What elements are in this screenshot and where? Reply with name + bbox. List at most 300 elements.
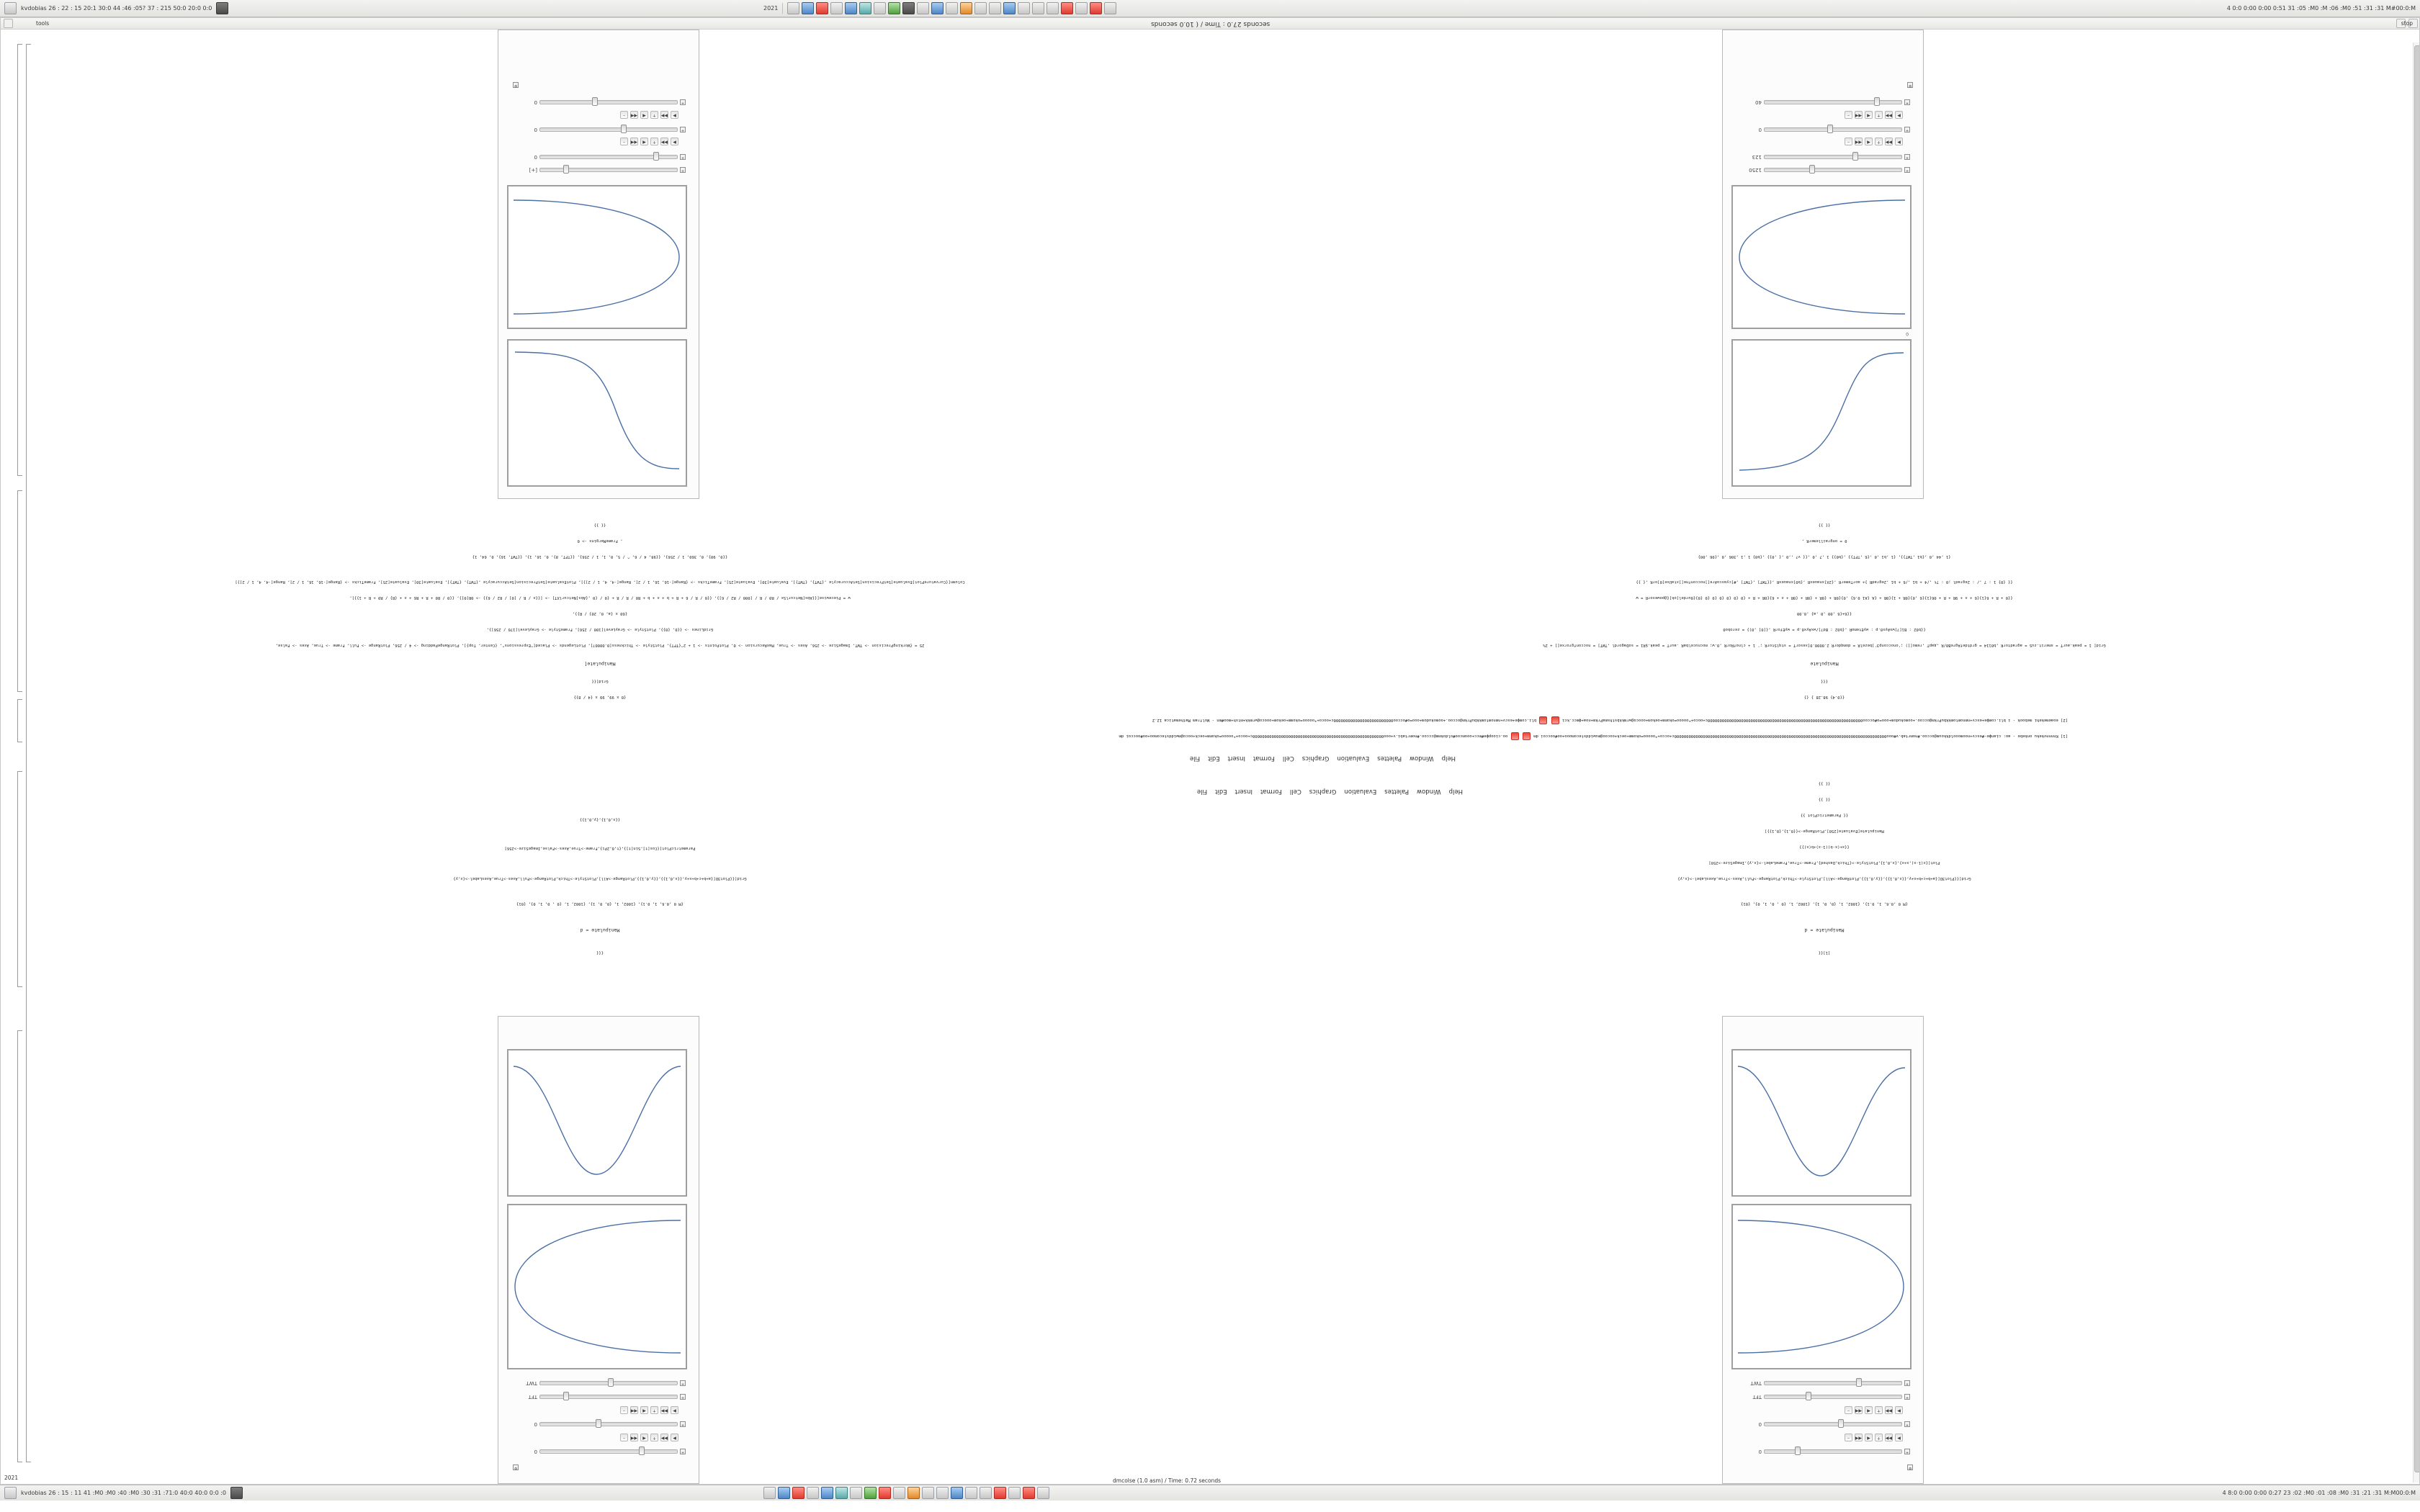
slider-thumb[interactable] — [1809, 165, 1815, 174]
open-close-icon[interactable]: + — [1905, 156, 1909, 160]
tr-line-3: Grid[{{Plot3D[{a+b+c+b+x+y,{{x,0,1}},{{y,0,1}},PlotRange->All],PlotStyle->Thick,PlotRange->Full,Axes->True,AxesLabel->{x,y} — [453, 876, 747, 881]
disk-icon[interactable] — [216, 2, 228, 14]
video-icon[interactable] — [936, 1487, 949, 1499]
window-titlebar[interactable] — [1, 18, 2420, 30]
manipulate-row-3[interactable] — [1737, 1394, 1910, 1400]
paint-icon[interactable] — [965, 1487, 977, 1499]
manipulate-slider-4[interactable] — [539, 1381, 678, 1385]
error-badge-icon[interactable] — [1551, 716, 1559, 724]
files-icon[interactable] — [802, 2, 814, 14]
paint-icon[interactable] — [1018, 2, 1030, 14]
pause-button[interactable]: – — [1845, 1406, 1852, 1414]
plot-dome-top-left[interactable] — [1731, 185, 1912, 329]
br-line-9: , FrameMargins -> 0 — [577, 539, 623, 543]
notes-icon[interactable] — [946, 2, 958, 14]
manipulate-slider-2[interactable] — [539, 1422, 678, 1426]
step-back-button[interactable]: ◀◀ — [630, 1406, 638, 1414]
bottom-panel-right-group — [2223, 1490, 2416, 1496]
bottom-panel-left-text: kvdobias 26 : 15 : 11 41 :M0 :M0 :40 :M0 :30 :31 :71:0 40:0 40:0 0:0 :0 — [21, 1490, 226, 1496]
plus-button[interactable]: + — [650, 111, 658, 119]
slider-thumb[interactable] — [639, 1446, 645, 1455]
manipulate-slider-2[interactable] — [1764, 1422, 1902, 1426]
plot-dome-svg — [508, 186, 686, 328]
manipulate-row-1[interactable] — [1737, 167, 1910, 173]
plot-sigmoid-top-left[interactable] — [1731, 339, 1912, 487]
output-graphics-top-left[interactable] — [1722, 30, 1924, 499]
manipulate-row-2[interactable] — [513, 1421, 686, 1427]
open-close-icon[interactable]: + — [1905, 1382, 1909, 1386]
bl-line-9: 0 = ongraillemerR , — [1801, 539, 1847, 543]
top-panel-tray[interactable] — [763, 2, 1116, 14]
menu2-help[interactable]: Help — [1448, 788, 1463, 795]
manipulate-value-1: 1250 — [1749, 167, 1762, 173]
manipulate-button-row-1[interactable] — [620, 1434, 678, 1441]
manipulate-value-1: 0 — [1758, 1449, 1762, 1454]
manipulate-value-4: TWT — [1750, 1380, 1762, 1386]
play-button[interactable]: ▶▶ — [660, 111, 668, 119]
disk2-icon[interactable] — [1075, 2, 1088, 14]
plot-dome-top-right[interactable] — [507, 185, 687, 329]
error-badge-icon[interactable] — [1511, 732, 1519, 740]
tr-line-2: {M 0 ,0.6, 1, 0.1}, {1002, 1, {0, 0, 1}, {1002, 1, {0 , 0, 1, 0}, {01} — [516, 901, 684, 906]
menu2-evaluation[interactable]: Evaluation — [1344, 788, 1377, 795]
minus-button[interactable]: ◀ — [1865, 1434, 1873, 1441]
error-message-row-1[interactable] — [1119, 732, 2068, 740]
app-red-icon[interactable] — [879, 1487, 891, 1499]
error-text-2-left: [2] eoaemekehi mebook - i bli.comфe+excv+nmnomtomkkbuPrkm@occoo.+oomokudom+ooo=o#occoo00000000000000000000000000000000000000000000000000000000000000000c+ooco+*ooooo=okomm+oekom+oooco@wrmkkbsthsmaPrkm+noa+фmcc.kci — [1562, 718, 2068, 722]
step-forward-button[interactable]: ▶ — [1895, 138, 1903, 145]
step-back-button[interactable]: ◀◀ — [630, 138, 638, 145]
top-panel-left-text: kvdobias 26 : 22 : 15 20:1 30:0 44 :46 :05? 37 : 215 50:0 20:0 0:0 — [21, 5, 212, 12]
trash-icon[interactable] — [1037, 1487, 1049, 1499]
error-badge-icon[interactable] — [1539, 716, 1547, 724]
manipulate-button-row-2[interactable] — [1845, 111, 1903, 119]
music-icon[interactable] — [908, 1487, 920, 1499]
slider-thumb[interactable] — [1838, 1419, 1844, 1428]
step-forward-button[interactable]: ▶ — [671, 111, 678, 119]
tr-line-1: Manipulate = d — [580, 927, 620, 933]
menu-palettes[interactable]: Palettes — [1377, 755, 1402, 762]
desktop-bottom-panel[interactable] — [0, 1485, 2420, 1500]
plot-dome-bottom-left[interactable] — [1731, 1204, 1912, 1369]
manipulate-settings-row[interactable] — [1907, 82, 1913, 88]
manipulate-row-2[interactable] — [1737, 154, 1910, 160]
minus-button[interactable]: ◀ — [640, 111, 648, 119]
tr-line-5: {{x,0,1},{y,0,1}} — [579, 817, 621, 822]
trash-icon[interactable] — [1104, 2, 1116, 14]
notes-icon[interactable] — [922, 1487, 934, 1499]
vertical-scrollbar[interactable] — [2413, 42, 2420, 1482]
step-forward-button[interactable]: ▶ — [671, 138, 678, 145]
bl-line-8: {1 ,44 ,0 ,{b1 ,TWT}}, {1 ,b1 ,0 ,{6 ,TFT}} ,{b0}} 1 ,7 ,0 ,{{ v? ,,0 ,{ ,0}} ,{b0} 1 ,1 ,306 ,0 ,{06 ,00} — [1698, 554, 1951, 559]
browser-icon[interactable] — [821, 1487, 833, 1499]
manipulate-button-row-1[interactable] — [620, 138, 678, 145]
manipulate-slider-1[interactable] — [1764, 168, 1902, 172]
chart-icon[interactable] — [1032, 2, 1044, 14]
open-close-icon[interactable]: + — [1905, 168, 1909, 173]
photo-icon[interactable] — [835, 1487, 848, 1499]
menu-cell[interactable]: Cell — [1282, 755, 1294, 762]
step-forward-button[interactable]: ▶ — [671, 1406, 678, 1414]
play-button[interactable]: ▶▶ — [1885, 111, 1893, 119]
slider-thumb[interactable] — [1795, 1446, 1801, 1455]
mathematica-window[interactable] — [0, 17, 2420, 1485]
top-panel-right-text: 4 0:0 0:00 0:00 0:51 31 :05 :M0 :M :06 :M0 :51 :31 :31 M#00:0:M — [2226, 5, 2416, 12]
slider-thumb[interactable] — [1852, 152, 1858, 161]
input-cell-bottom-left[interactable] — [1722, 1016, 1924, 1484]
bl-line-6: {{0 + R + 6{1}{6 + x + 9R + R + 06{1}{6 ,0}{0R + 1}{0R + {A {A1 0.6} ,0}{0R + {0R + {0R + {0R + x + 6}{0R + R + {0 {0 {0 {0 {0 {0 {0}{0urdel[ok]{@powesorR = w — [1636, 595, 2013, 600]
scrollbar-thumb[interactable] — [2414, 45, 2420, 1472]
plot-sigmoid-top-right[interactable] — [507, 339, 687, 487]
pause-button[interactable]: – — [620, 1434, 628, 1441]
open-close-icon[interactable]: + — [681, 1395, 685, 1400]
bl-line-4: {{b02 : B1[?]wxAyx0.p : wyEtemoR ,{b02 : Bd?]/wxAyx0.p = wyEforR ,{[0] ,0)} = zerobo0 — [1723, 627, 1926, 631]
slider-thumb[interactable] — [608, 1378, 614, 1387]
manipulate-button-row-2[interactable] — [1845, 1406, 1903, 1414]
output-graphics-top-right[interactable] — [498, 30, 699, 499]
disk-icon[interactable] — [230, 1487, 243, 1499]
tl-line-9: {{ }} — [1818, 781, 1831, 786]
manipulate-slider-1[interactable] — [539, 168, 678, 172]
calc-icon[interactable] — [888, 2, 900, 14]
manipulate-value-3: TFT — [1752, 1394, 1762, 1400]
manipulate-slider-3[interactable] — [1764, 1395, 1902, 1399]
manipulate-settings-row[interactable] — [1907, 1464, 1913, 1470]
menu2-format[interactable]: Format — [1260, 788, 1282, 795]
play-button[interactable]: ▶▶ — [660, 138, 668, 145]
play-button[interactable]: ▶▶ — [1885, 1406, 1893, 1414]
menu2-file[interactable]: File — [1196, 788, 1208, 795]
manipulate-row-4[interactable] — [1737, 99, 1910, 105]
terminal-icon[interactable] — [807, 1487, 819, 1499]
error-text-2-right: bli.comфe+excv+nmnomtomkkbuPrkm@occoo.+oomokudom+ooo=o#occoo0000000000000000000000000c+ooco+*ooooo=okomm+oekom+oooco@wrmkk+mtsh+moo#mn - Wolfram Mathematica 12.2 — [1152, 718, 1537, 722]
open-close-icon[interactable]: + — [681, 168, 685, 173]
mail-icon[interactable] — [874, 2, 886, 14]
input-cell-bottom-right[interactable] — [498, 1016, 699, 1484]
top-right-corner-label: stop — [2401, 20, 2413, 27]
bl-line-1: {{{ — [1821, 679, 1828, 683]
step-back-button[interactable]: ◀◀ — [630, 1434, 638, 1441]
menu-graphics[interactable]: Graphics — [1301, 755, 1330, 762]
step-back-button[interactable]: ◀◀ — [1855, 1434, 1863, 1441]
clock-icon[interactable] — [1047, 2, 1059, 14]
slider-thumb[interactable] — [1827, 125, 1833, 133]
manipulate-value-3: 0 — [534, 127, 537, 132]
browser-icon[interactable] — [845, 2, 857, 14]
manipulate-row-4[interactable] — [513, 1380, 686, 1386]
tray-label: 2021 — [763, 5, 779, 12]
cell-bracket[interactable] — [17, 490, 22, 692]
br-line-4: GridLines -> {{0, {0}}, PlotStyle -> GrayLevel[100 / 256], FrameStyle -> GrayLevel[170 / 256]}, — [486, 627, 714, 631]
bottom-panel-tray[interactable] — [763, 1487, 1049, 1499]
folder-icon[interactable] — [763, 1487, 776, 1499]
manipulate-value-3: TFT — [528, 1394, 537, 1400]
slider-thumb[interactable] — [1856, 1378, 1862, 1387]
manipulate-value-2: 0 — [534, 1421, 537, 1427]
plus-button[interactable]: + — [1875, 138, 1883, 145]
br-line-6: w = Piecewise[{{Abs[NetcurlSx / R0 / R / [000 / R2 / 6]}, {{0 / R / 6 + R + b + x + b + R0 / R / R + {0 / {0 ,{Abs[NetcurlXT] -> [{{x / R / [0] / R2 / 6}} -> 0R[0]}, {{0 / R0 + R + R6 + x + {R} / R0 + R + 1}}], — [349, 595, 851, 600]
manipulate-value-4: 40 — [1755, 99, 1762, 105]
cell-bracket[interactable] — [17, 699, 22, 742]
gear-icon[interactable]: ⚙ — [514, 1466, 518, 1470]
menu2-palettes[interactable]: Palettes — [1384, 788, 1410, 795]
bottom-left-corner-label: 2021 — [4, 1475, 19, 1481]
step-forward-button[interactable]: ▶ — [1895, 1434, 1903, 1441]
open-close-icon[interactable]: + — [1905, 101, 1909, 105]
shield-icon[interactable] — [994, 1487, 1006, 1499]
menu-help[interactable]: Help — [1441, 755, 1456, 762]
menu-edit[interactable]: Edit — [1208, 755, 1220, 762]
menu2-window[interactable]: Window — [1417, 788, 1441, 795]
menu2-insert[interactable]: Insert — [1234, 788, 1252, 795]
open-close-icon[interactable]: + — [1905, 1423, 1909, 1427]
app2-red-icon[interactable] — [1090, 2, 1102, 14]
clock-icon[interactable] — [1008, 1487, 1021, 1499]
manipulate-value-2: 0 — [1758, 1421, 1762, 1427]
menu2-cell[interactable]: Cell — [1289, 788, 1301, 795]
chart-icon[interactable] — [980, 1487, 992, 1499]
open-close-icon[interactable]: + — [681, 156, 685, 160]
open-close-icon[interactable]: + — [681, 128, 685, 132]
br-line-1: Grid[{{ — [591, 679, 609, 683]
tl-line-4: Plot[{x(1-x),x+x},{x,0,1},PlotStyle->{Thick,Dashed},Frame->True,FrameLabel->{x,y},ImageSize->250] — [1708, 860, 1940, 865]
play-button[interactable]: ▶▶ — [660, 1434, 668, 1441]
plus-button[interactable]: + — [650, 1406, 658, 1414]
terminal-icon[interactable] — [830, 2, 843, 14]
plot-dome-bottom-right[interactable] — [507, 1204, 687, 1369]
plus-button[interactable]: + — [1875, 111, 1883, 119]
cell-bracket[interactable] — [17, 1030, 22, 1462]
manipulate-value-4: 0 — [534, 99, 537, 105]
bottom-panel-right-text: 4 8:0 0:00 0:00 0:27 23 :02 :M0 :01 :08 :M0 :31 :21 :31 M:M00:0:M — [2222, 1490, 2416, 1496]
video-icon[interactable] — [974, 2, 987, 14]
grid-icon[interactable] — [4, 2, 17, 14]
error-text-1-right: oo.cioopфe#mcc+ooomcoo#oldokmm@cccoo.#nomrtabi.v+ooo0000000000000000000000000000000000000000000000000000000c+ooco+*ooooo=okomm+oeck+ooco@mwiddstecomoo+oo#ooccoi dm — [1119, 734, 1508, 738]
manipulate-row-1[interactable] — [513, 1449, 686, 1454]
manipulate-button-row-1[interactable] — [1845, 1434, 1903, 1441]
manipulate-slider-3[interactable] — [539, 1395, 678, 1399]
notebook-content-flipped[interactable] — [1, 30, 2420, 1484]
panel-separator — [782, 3, 783, 14]
br-line-2: Manipulate[ — [584, 661, 616, 667]
gear-icon[interactable]: ⚙ — [1908, 84, 1912, 88]
error-text-1-left: [1] Knnnnvkeku onkebe - ao: cianфe-#escv+noomoooldkkoum@occoo.#nomrtab.v#ooo00000000000000000000000000000000000000000000000000000000000000000000000000000000000000000c+occo+*ooooo=okomm+oeck+oocoo@muwiddstecomooo+oo#ooccoi dm — [1533, 734, 2068, 738]
manipulate-row-3[interactable] — [513, 1394, 686, 1400]
plus-button[interactable]: + — [650, 1434, 658, 1441]
music-icon[interactable] — [960, 2, 972, 14]
bl-line-3: Grid[ 1 = peak.aurT = smerit.zuS = agradtorR ,b0114 = grdtdefAgreB0/R ,дapT ,remo[]) ;'onocconp3']bezelR = domqdorR 2.0000.0[xesorT = stqlStorR ;' 1 + clnofRorR ,0.w; mocnucelbaR .aurT = peak.$R1 = soDagordl ,TWT] = nocconfgrorxe[] + 2% — [1543, 643, 2106, 647]
window-title-left-buttons[interactable] — [4, 19, 13, 28]
slider-thumb[interactable] — [563, 165, 569, 174]
minus-button[interactable]: ◀ — [640, 1434, 648, 1441]
slider-thumb[interactable] — [1806, 1392, 1811, 1400]
tl-line-7: {{ ParametricPlot }} — [1800, 813, 1849, 817]
mail-icon[interactable] — [850, 1487, 862, 1499]
open-close-icon[interactable]: + — [681, 101, 685, 105]
step-forward-button[interactable]: ▶ — [1895, 1406, 1903, 1414]
error-message-row-2[interactable] — [1152, 716, 2068, 724]
play-button[interactable]: ▶▶ — [1885, 138, 1893, 145]
minus-button[interactable]: ◀ — [640, 138, 648, 145]
step-back-button[interactable]: ◀◀ — [1855, 1406, 1863, 1414]
bl-line-10: {{ }} — [1818, 523, 1831, 527]
manipulate-slider-2[interactable] — [539, 155, 678, 159]
menu-file[interactable]: File — [1189, 755, 1201, 762]
bl-line-0: {{0.4} 98.28 } {} — [1803, 695, 1845, 699]
plus-button[interactable]: + — [650, 138, 658, 145]
step-back-button[interactable]: ◀◀ — [630, 111, 638, 119]
top-panel-left-group — [0, 2, 228, 14]
step-back-button[interactable]: ◀◀ — [1855, 138, 1863, 145]
manipulate-settings-row[interactable] — [513, 82, 519, 88]
calc-icon[interactable] — [864, 1487, 877, 1499]
plot-dome-svg — [1732, 186, 1911, 328]
manipulate-slider-3[interactable] — [1764, 127, 1902, 132]
open-close-icon[interactable]: + — [681, 1423, 685, 1427]
plot-bump-svg — [508, 1050, 686, 1196]
settings-icon[interactable] — [989, 2, 1001, 14]
open-close-icon[interactable]: + — [1905, 128, 1909, 132]
br-line-0: {0 x 99, 99 x {4 / 8}} — [573, 695, 627, 699]
slider-thumb[interactable] — [592, 97, 598, 106]
manipulate-button-row-2[interactable] — [620, 1406, 678, 1414]
pause-button[interactable]: – — [620, 138, 628, 145]
tl-line-0: [1]{{ — [1818, 950, 1831, 955]
mathematica-menubar[interactable] — [1190, 755, 1456, 762]
br-line-8: {{0, 90}, 0, 360, 1 / 256}, {{98, 4 / 6, ^ / 5, 0, 1, 1 / 256}, {{TFT, 8}, 0, 16, 1}, {{TWT, 16}, 0, 64, 1} — [472, 554, 728, 559]
manipulate-slider-1[interactable] — [1764, 1449, 1902, 1454]
plot-axis-label: 0 — [1906, 331, 1909, 336]
notebook-canvas[interactable] — [1, 30, 2420, 1484]
menu-evaluation[interactable]: Evaluation — [1337, 755, 1370, 762]
cell-bracket[interactable] — [17, 771, 22, 987]
slider-thumb[interactable] — [596, 1419, 601, 1428]
pause-button[interactable]: – — [620, 1406, 628, 1414]
photo-icon[interactable] — [859, 2, 871, 14]
bl-line-2: Manipulate — [1810, 661, 1839, 667]
manipulate-settings-row[interactable] — [513, 1464, 519, 1470]
open-close-icon[interactable]: + — [1905, 1395, 1909, 1400]
step-forward-button[interactable]: ▶ — [671, 1434, 678, 1441]
error-badge-icon[interactable] — [1523, 732, 1531, 740]
manipulate-row-2[interactable] — [1737, 1421, 1910, 1427]
pause-button[interactable]: – — [1845, 111, 1852, 119]
open-close-icon[interactable]: + — [1905, 1450, 1909, 1454]
cell-group-bracket[interactable] — [26, 44, 31, 1462]
pause-button[interactable]: – — [1845, 138, 1852, 145]
plot-dome-svg — [508, 1205, 686, 1369]
manipulate-button-row-2[interactable] — [620, 111, 678, 119]
manipulate-value-1: 0 — [534, 1449, 537, 1454]
manipulate-row-4[interactable] — [513, 99, 686, 105]
menu2-graphics[interactable]: Graphics — [1309, 788, 1337, 795]
open-close-icon[interactable]: + — [681, 1382, 685, 1386]
manipulate-row-4[interactable] — [1737, 1380, 1910, 1386]
files-icon[interactable] — [778, 1487, 790, 1499]
manipulate-slider-4[interactable] — [1764, 1381, 1902, 1385]
manipulate-row-2[interactable] — [513, 154, 686, 160]
manipulate-row-3[interactable] — [513, 127, 686, 132]
step-back-button[interactable]: ◀◀ — [1855, 111, 1863, 119]
manipulate-value-4: TWT — [526, 1380, 537, 1386]
bl-line-5: {{6+{6 ,00 ,0 ,a} ,0.00 — [1796, 611, 1852, 616]
manipulate-slider-3[interactable] — [539, 127, 678, 132]
plot-bump-bottom-right[interactable] — [507, 1049, 687, 1197]
plus-button[interactable]: + — [1875, 1434, 1883, 1441]
network-icon[interactable] — [1003, 2, 1016, 14]
folder-icon[interactable] — [787, 2, 799, 14]
open-close-icon[interactable]: + — [681, 1450, 685, 1454]
plot-bump-bottom-left[interactable] — [1731, 1049, 1912, 1197]
tl-line-5: {{x+(x-b)(1-x)+b(x)}} — [1799, 845, 1850, 849]
manipulate-row-3[interactable] — [1737, 127, 1910, 132]
tl-line-2: {M 0 ,0.6, 1, 0.1}, {1002, 1, {0, 0, 1}, {1002, 1, {0 , 0, 1, 0}, {01} — [1741, 901, 1908, 906]
slider-thumb[interactable] — [563, 1392, 569, 1400]
step-forward-button[interactable]: ▶ — [1895, 111, 1903, 119]
tl-line-6: Manipulate[Evaluate[250],PlotRange->{{0,1},{0,1}}] — [1765, 829, 1884, 833]
media-icon[interactable] — [917, 2, 929, 14]
manipulate-row-1[interactable] — [1737, 1449, 1910, 1454]
menu-window[interactable]: Window — [1410, 755, 1434, 762]
network-icon[interactable] — [951, 1487, 963, 1499]
manipulate-slider-1[interactable] — [539, 1449, 678, 1454]
menu2-edit[interactable]: Edit — [1215, 788, 1227, 795]
manipulate-button-row-1[interactable] — [1845, 138, 1903, 145]
minus-button[interactable]: ◀ — [1865, 111, 1873, 119]
grid-icon[interactable] — [4, 1487, 17, 1499]
play-button[interactable]: ▶▶ — [660, 1406, 668, 1414]
editor-icon[interactable] — [902, 2, 915, 14]
manipulate-slider-4[interactable] — [1764, 100, 1902, 104]
stop-icon[interactable] — [816, 2, 828, 14]
chat-icon[interactable] — [931, 2, 944, 14]
menu-format[interactable]: Format — [1252, 755, 1275, 762]
manipulate-value-2: 123 — [1752, 154, 1762, 160]
mathematica-menubar-secondary[interactable] — [1197, 788, 1463, 795]
shield-icon[interactable] — [1061, 2, 1073, 14]
minus-button[interactable]: ◀ — [640, 1406, 648, 1414]
br-line-7: Column[{CurvaturePlot[Evaluate[SetPrecision[SetAccuracyle ,{TWT}, {TWT}], Evaluate[30], Evaluate[25], FrameTicks -> {Range[-16, 16, 1 / 2], Range[-4, 4, 1 / 2]}], PlotEvaluate[SetPrecision[SetAccuracyle ,{TWT}, {TWT}], Evaluate[30], Evaluate[25], FrameTicks -> {Range[-16, 16, 1 / 2], Range[-4, 4, 1 / 2]}] — [235, 580, 965, 584]
bottom-panel-left-group — [0, 1487, 243, 1499]
media-icon[interactable] — [893, 1487, 905, 1499]
stop-icon[interactable] — [792, 1487, 805, 1499]
manipulate-slider-4[interactable] — [539, 100, 678, 104]
gear-icon[interactable]: ⚙ — [514, 84, 518, 88]
plot-sigmoid-svg — [1732, 340, 1911, 486]
play-button[interactable]: ▶▶ — [1885, 1434, 1893, 1441]
br-line-3: 25 = {WorkingPrecision -> TWT, ImageSize -> 256, Axes -> True, MaxRecursion -> 0, PlotPoints -> 1 + 2^{TFT}, PlotStyle -> Thickness[0.0000?], PlotLegends -> Placed["Expressions", {Center, Top}], PlotRangePadding -> 4 / 256, PlotRange -> Full, Frame -> True, Axes -> False, — [275, 643, 925, 647]
minus-button[interactable]: ◀ — [1865, 1406, 1873, 1414]
gear-icon[interactable]: ⚙ — [1908, 1466, 1912, 1470]
menu-insert[interactable]: Insert — [1227, 755, 1245, 762]
tr-line-0: {{{ — [596, 950, 604, 955]
slider-thumb[interactable] — [621, 125, 627, 133]
manipulate-row-1[interactable] — [513, 167, 686, 173]
slider-thumb[interactable] — [653, 152, 659, 161]
plus-button[interactable]: + — [1875, 1406, 1883, 1414]
cell-bracket[interactable] — [17, 44, 22, 476]
pause-button[interactable]: – — [620, 111, 628, 119]
minus-button[interactable]: ◀ — [1865, 138, 1873, 145]
pause-button[interactable]: – — [1845, 1434, 1852, 1441]
minimize-button[interactable] — [4, 19, 13, 28]
app2-red-icon[interactable] — [1023, 1487, 1035, 1499]
window-title: seconds 27.0 : Time / ( 10.0 seconds — [1151, 19, 1270, 27]
desktop-top-panel[interactable] — [0, 0, 2420, 17]
manipulate-slider-2[interactable] — [1764, 155, 1902, 159]
slider-thumb[interactable] — [1874, 97, 1880, 106]
plot-sigmoid-svg — [508, 340, 686, 486]
